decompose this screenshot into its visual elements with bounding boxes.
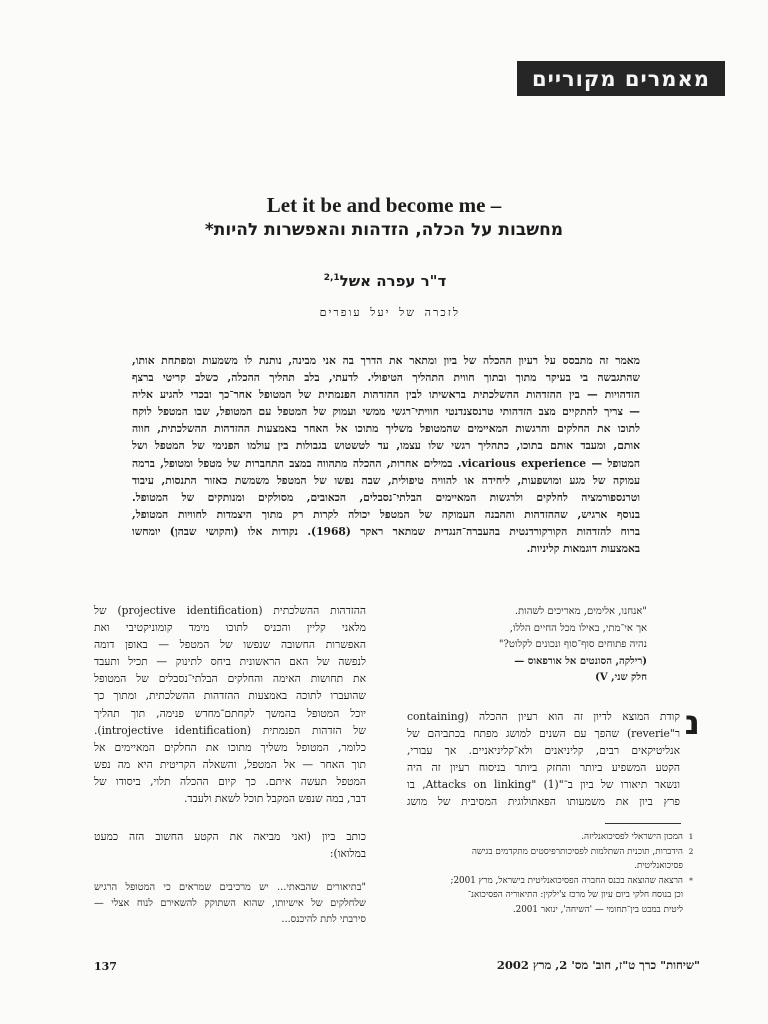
quote-line: שלחלקים של אישיותו, שהוא השתוקק להשאירם לנוח אצלי — [94,898,366,909]
page-number: 137 [94,960,117,973]
body-line: לנפשה של האם הראשונית ביחס לתינוק — תכיל ותעבד [94,655,366,669]
body-line: האפשרות החשובה שנפשו של המטפל — באופן דומה [94,638,366,652]
epigraph-source: חלק שני, V) [595,672,647,683]
body-line: המטפל תעשה איתם. כך קיום ההכלה תלוי, ביסודו של [94,774,366,788]
journal-footer: "שיחות" כרך ט"ז, חוב' מס' 2, מרץ 2002 [496,958,700,972]
body-line: של הזדהות הפנמתית (introjective identification). [94,723,366,737]
abstract-line: שהתגבשה בי בעיקר מתוך ובתוך חווית התהליך הטיפולי. לדעתי, בלב תהליך ההכלה, כשלב קריטי ברצף [132,371,640,385]
quote-line: "בתיאורים שהבאתי... יש מרכיבים שמראים כי המטופל הרגיש [94,882,366,893]
body-line: שהועברו לתוכה באמצעות ההזדהות ההשלכתית, ומתוך כך [94,689,366,703]
footnote-text [407,845,683,874]
drop-cap: נ [684,703,700,743]
footnote-text [407,830,683,845]
abstract-line: ברוח להזדהות הקורקורדנטית בהעברה־הנגדית שמתאר ראקר (1968). נקודות אלו (והקושי שבהן) יומחשו [132,524,640,538]
footnote-line: המכון הישראלי לפסיכואנליזה. [581,832,683,842]
body-line: במלואו): [329,847,366,861]
abstract-line: וטרנספורמציה לחלקים ולרגשות המאיימים הבלתי־נסבלים, הכאובים, מסולקים ומנותקים של המטופל. [132,490,640,504]
body-line: פרץ ביון את משמעותו הפאתולוגית המסיבית של מושג [407,795,680,809]
body-line: ר"reverie) שהפך עם השנים למושג מפתח בכתביהם של [407,727,680,741]
epigraph [412,604,647,687]
footnote-line: וכן בנוסח חלקי ביום עיון של מרכז צ'ילקין: התיאוריה הפסיכואנ־ [467,890,683,900]
body-line: תוך האחר — אל המטפל, והשאלה הקריטית היא מה נפש [94,757,366,771]
body-line: הקטע המשפיע ביותר והחזק ביותר בניסוח רעיון זה היה [407,761,680,775]
body-column-right [407,708,680,811]
author-name: ד"ר עפרה אשל [339,272,447,290]
body-line: דבר, במה שנפש המקבל תוכל לשאת ולעבד. [184,792,366,806]
abstract-line: מאמר זה מתבסס על רעיון ההכלה של ביון ומתאר את הדרך בה אני מבינה, נותנת לו משמעות ומפתחת אותו, [132,354,640,367]
abstract-line: לתוכו את החלקים והרגשות המאיימים שהמטופל משליך מתוכו אל האחר באמצעות ההזדהות ההשלכתית, חווה [132,422,640,436]
footnote-mark: 1 [688,832,694,841]
epigraph-source: (רילקה, הסונטים אל אורפאוס — [514,655,647,667]
body-line: קודת המוצא לדיון זה הוא רעיון ההכלה (containing [407,710,680,723]
abstract-line: הזדהויות — בין ההזדהות ההשלכתית בראשיתו לבין ההזדהות הפנמתית של המטופל אחר־כך ובכדי להגיע אליה [132,388,640,402]
dedication: לזכרה של יעל עופרים [319,306,460,319]
body-line: יוכל המטופל בהמשך לקחתם־מחדש פנימה, תוך תהליך [94,706,366,720]
abstract-line: באמצעות דוגמאות קליניות. [526,542,640,556]
footnote-line: הרצאה שהוצאה בכנס החברה הפסיכואנליטית בישראל, מרץ 2001; [450,875,683,886]
abstract-line: — צריך להתקיים מצב הזדהותי טרנסצנדנטי חוויתי־רגשי ממשי ועמוק של המטפל עם המטופל, שבו המטפל לוקח [132,405,640,419]
author [300,272,470,290]
body-line: אנליטיקאים רבים, קליניאנים ולא־קליניאניים. אך עבורי, [407,744,680,758]
article-title-hebrew: מחשבות על הכלה, הזדהות והאפשרות להיות* [204,220,564,240]
abstract-line: עמוקה של מגע ומושפעות, ליחידה או להוויה טיפולית, שבה נפשו של המטפל משמשת כאזור התנסות, עיבוד [132,473,640,487]
footnote [407,874,699,918]
footnote-divider [605,823,681,824]
epigraph-line: "אנחנו, אלימים, מאריכים לשהות. [514,606,647,617]
epigraph-line: נהיה פתוחים סוף־סוף ונכונים לקלוט?" [498,639,647,650]
footnote-text [407,874,683,918]
abstract [132,352,640,557]
footnotes [407,830,699,917]
quote-line: סירבתי לתת להיכנס... [281,914,366,925]
abstract-line: אותם, ומעבד אותם בתוכו, כתהליך רגשי שלו עצמו, עד לטשטוש בגבולות בין עולמו הפנימי של המטפל ושל [132,439,640,453]
footnote [407,830,699,845]
body-line: מלאני קליין והכניס לתוכו מימד קומוניקטיבי ואת [94,621,366,635]
epigraph-line: אך אי־מתי, באילו מכל החיים הללו, [509,622,647,634]
footnote-line: ליטית במבט בין־תחומי — 'השיחה', ינואר 2001. [512,904,683,915]
body-column-left [94,602,366,807]
footnote-line: פסיכואנליטית. [634,861,683,871]
body-line: ההזדהות ההשלכתית (projective identification) של [94,604,366,617]
body-line: כותב ביון (ואני מביאה את הקטע החשוב הזה כמעט [94,830,366,843]
footnote-mark: 2 [688,846,694,856]
body-line: כלומר, המטופל משליך מתוכו את החלקים המאיימים אל [94,740,366,754]
footnote [407,845,699,874]
author-footnote-marks: 2,1 [323,273,340,283]
footnote-line: הידברות, תוכנית השתלמות לפסיכותרפיסטים מתקדמים בגישה [471,846,683,857]
body-line: ונשאר תיאורו של ביון ב־"Attacks on linking" (1), בו [407,778,681,792]
abstract-line: המטופל — vicarious experience. במילים אחרות, ההכלה מתהווה במצב התחברות של מטפל ומטופל, ברמה [132,456,641,470]
section-tag: מאמרים מקוריים [517,61,725,96]
abstract-line: בנוסף ארגיש, שההזדהות וההבנה העמוקה של המטפל יכולה לקרות רק מתוך היצמדות לחוויות המטופל, [132,507,640,521]
body-column-left-continued [94,828,366,862]
footnote-mark: * [689,875,693,885]
body-line: את תחושות האימה והחלקים הבלתי־נסבלים של המטופל [94,672,366,686]
article-title-english: Let it be and become me – [266,193,502,217]
block-quote [94,880,366,928]
